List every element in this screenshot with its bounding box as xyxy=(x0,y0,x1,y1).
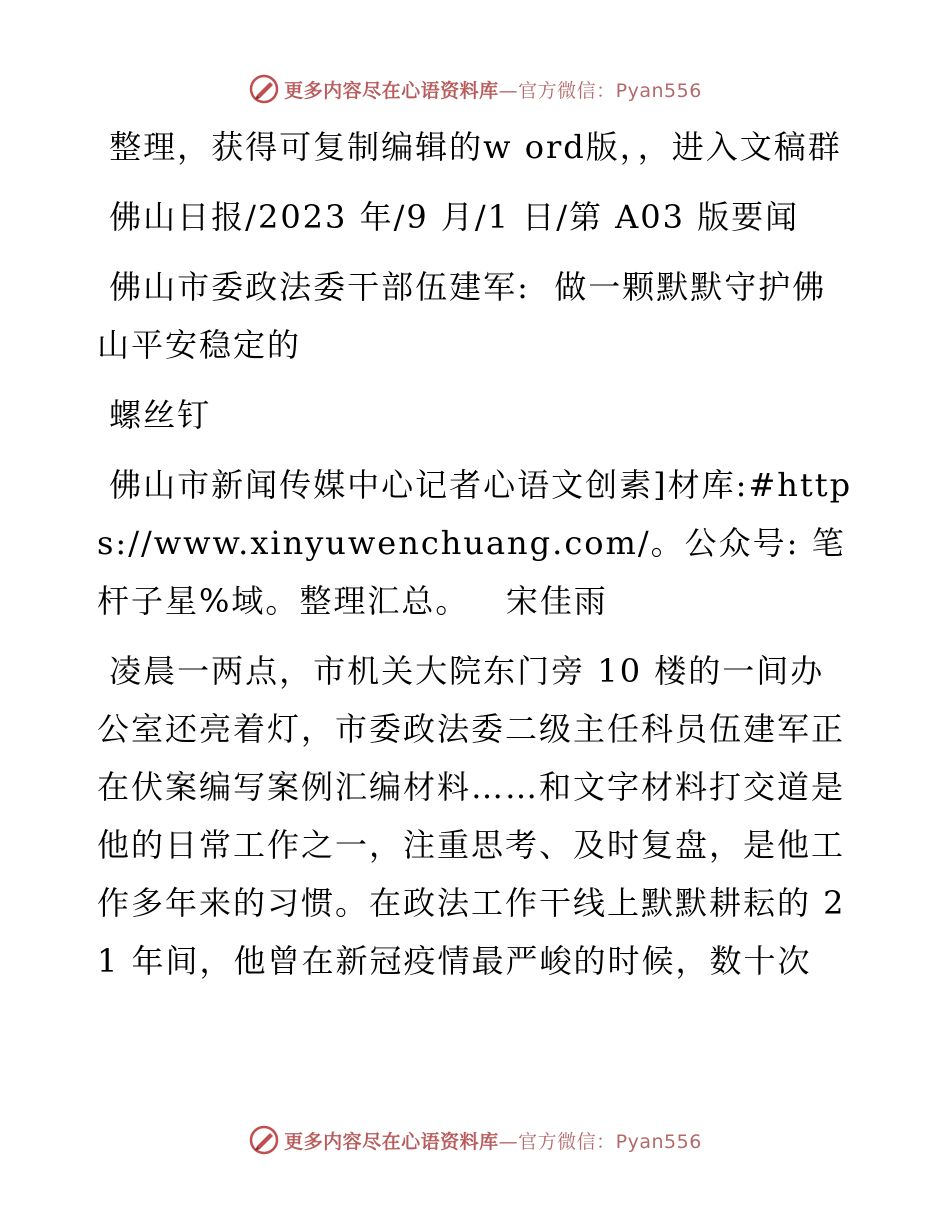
paragraph: 凌晨一两点，市机关大院东门旁 10 楼的一间办公室还亮着灯，市委政法委二级主任科员伍建军正在伏案编写案例汇编材料……和文字材料打交道是他的日常工作之一，注重思考、及时复盘，是他工作多年来的习惯。在政法工作干线上默默耕耘的 21 年间，他曾在新冠疫情最严峻的时候，数十次 xyxy=(97,652,846,980)
paragraph: 佛山市新闻传媒中心记者心语文创素]材库:#https://www.xinyuwenchuang.com/。公众号: 笔杆子星%域。整理汇总。 宋佳雨 xyxy=(97,466,853,620)
watermark-title: 更多内容尽在心语资料库 xyxy=(284,79,499,102)
watermark-suffix: —官方微信：Pyan556 xyxy=(498,1130,702,1153)
paragraph: 整理，获得可复制编辑的w ord版，，进入文稿群 xyxy=(97,128,842,166)
document-body xyxy=(97,118,857,1002)
paragraph: 佛山市委政法委干部伍建军: 做一颗默默守护佛山平安稳定的 xyxy=(97,268,827,364)
watermark-title: 更多内容尽在心语资料库 xyxy=(284,1130,499,1153)
watermark-header xyxy=(0,67,950,111)
pen-logo-icon xyxy=(248,73,280,105)
watermark-footer xyxy=(0,1118,950,1162)
paragraph: 螺丝钉 xyxy=(97,396,212,434)
paragraph: 佛山日报/2023 年/9 月/1 日/第 A03 版要闻 xyxy=(97,198,800,236)
pen-logo-icon xyxy=(248,1124,280,1156)
watermark-suffix: —官方微信：Pyan556 xyxy=(498,79,702,102)
